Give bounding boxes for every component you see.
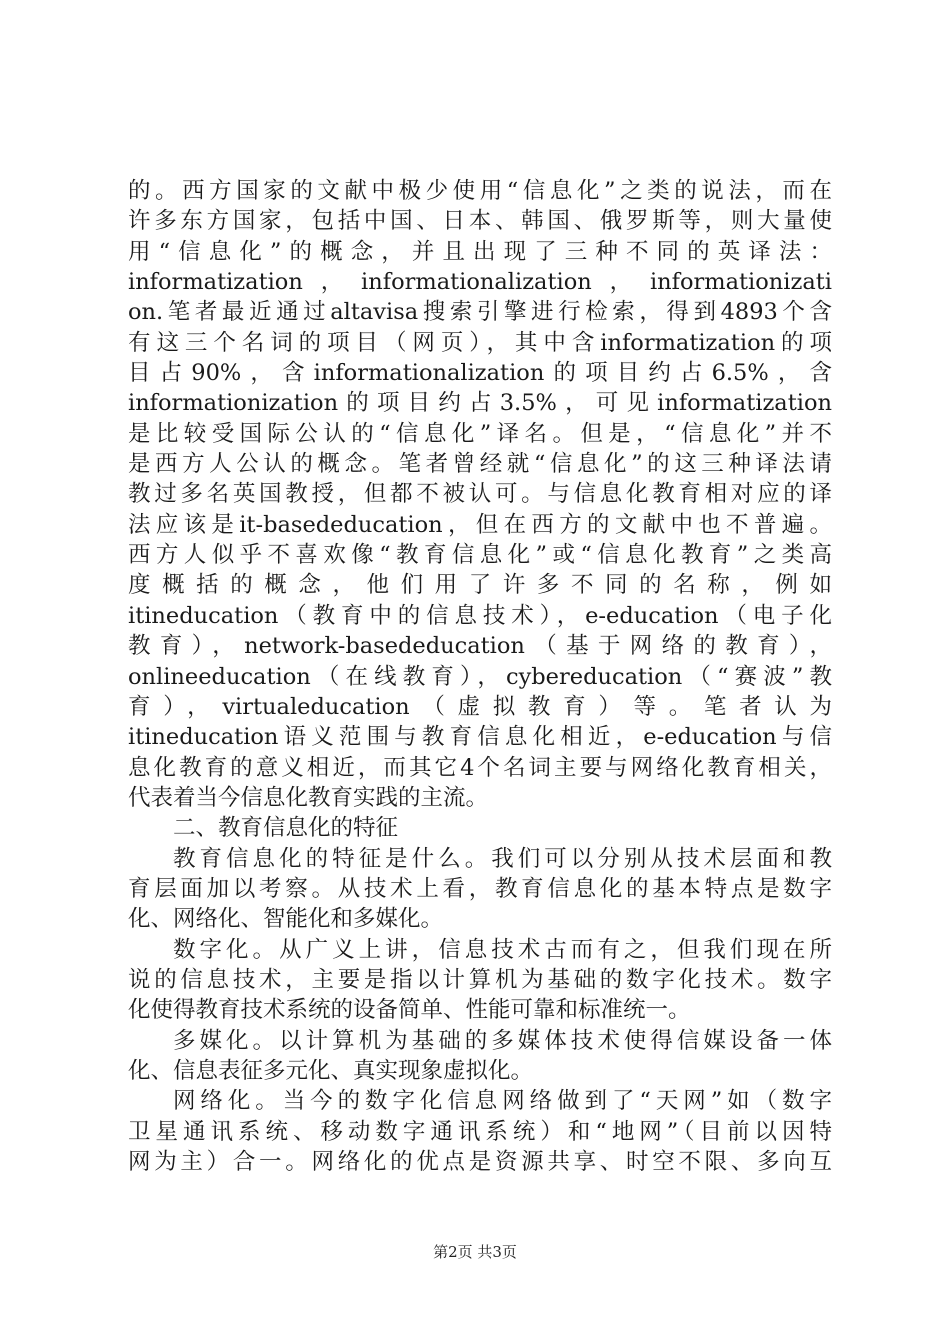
text-line: 育），virtualeducation（虚拟教育）等。笔者认为 (128, 693, 832, 720)
text-line: 化、信息表征多元化、真实现象虚拟化。 (128, 1057, 534, 1084)
text-line: 西方人似乎不喜欢像“教育信息化”或“信息化教育”之类高 (128, 542, 832, 569)
text-line: 是比较受国际公认的“信息化”译名。但是，“信息化”并不 (128, 420, 832, 447)
body-text (128, 176, 832, 1177)
text-line: 多媒化。以计算机为基础的多媒体技术使得信媒设备一体 (173, 1027, 832, 1054)
text-line: 网为主）合一。网络化的优点是资源共享、时空不限、多向互 (128, 1149, 832, 1175)
text-line: 网络化。当今的数字化信息网络做到了“天网”如（数字 (173, 1088, 832, 1115)
text-line: informationization的项目约占3.5%，可见informatization (128, 390, 832, 417)
text-line: 许多东方国家，包括中国、日本、韩国、俄罗斯等，则大量使 (128, 208, 832, 235)
text-line: itineducation语义范围与教育信息化相近，e-education与信 (128, 724, 832, 751)
text-line: 说的信息技术，主要是指以计算机为基础的数字化技术。数字 (128, 966, 832, 993)
text-line: 目占90%，含informationalization的项目约占6.5%，含 (128, 360, 832, 387)
text-line: 教育），network-basededucation（基于网络的教育）， (128, 633, 832, 660)
text-line: itineducation（教育中的信息技术），e-education（电子化 (128, 602, 832, 629)
text-line: 息化教育的意义相近，而其它4个名词主要与网络化教育相关， (128, 754, 832, 781)
text-line: 化、网络化、智能化和多媒化。 (128, 906, 444, 933)
text-line: 教过多名英国教授，但都不被认可。与信息化教育相对应的译 (128, 481, 832, 508)
page-footer (0, 1241, 950, 1263)
text-line: 教育信息化的特征是什么。我们可以分别从技术层面和教 (173, 845, 832, 872)
text-line: 法应该是it-basededucation，但在西方的文献中也不普遍。 (128, 511, 832, 538)
text-line: 是西方人公认的概念。笔者曾经就“信息化”的这三种译法请 (128, 451, 832, 478)
text-line: informatization，informationalization，informationizati (128, 269, 832, 296)
text-line: onlineeducation（在线教育），cybereducation（“赛波”教 (128, 663, 832, 690)
text-line: 数字化。从广义上讲，信息技术古而有之，但我们现在所 (173, 936, 832, 963)
text-line: 代表着当今信息化教育实践的主流。 (128, 784, 489, 811)
text-line: 化使得教育技术系统的设备简单、性能可靠和标准统一。 (128, 997, 691, 1024)
text-line: on.笔者最近通过altavisa搜索引擎进行检索，得到4893个含 (128, 299, 832, 326)
text-line: 度概括的概念，他们用了许多不同的名称，例如 (128, 572, 832, 599)
text-line: 用“信息化”的概念，并且出现了三种不同的英译法： (128, 238, 832, 265)
text-line: 育层面加以考察。从技术上看，教育信息化的基本特点是数字 (128, 875, 832, 902)
text-line: 有这三个名词的项目（网页），其中含informatization的项 (128, 329, 832, 356)
page-number: 第2页 共3页 (433, 1243, 517, 1261)
section-heading: 二、教育信息化的特征 (173, 815, 399, 842)
text-line: 卫星通讯系统、移动数字通讯系统）和“地网”（目前以因特 (128, 1118, 832, 1145)
text-line: 的。西方国家的文献中极少使用“信息化”之类的说法，而在 (128, 178, 832, 204)
